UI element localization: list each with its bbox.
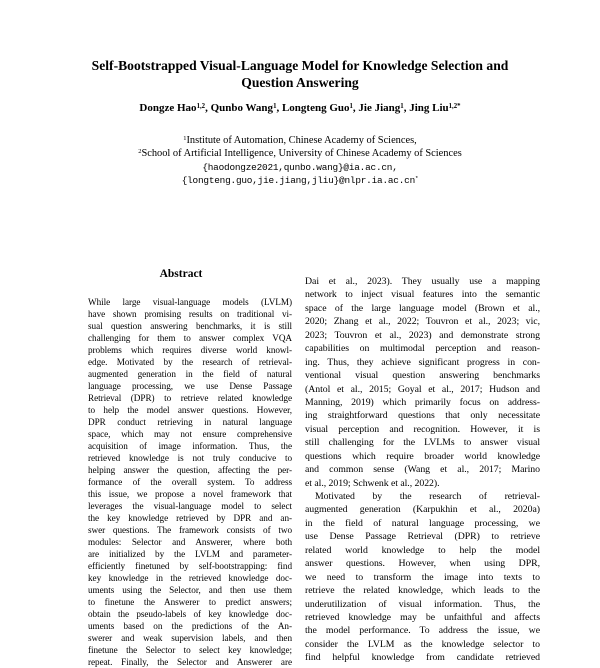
text-line: (Antol et al., 2015; Goyal et al., 2017; Hudson and (305, 383, 540, 395)
text-line: While large visual-language models (LVLM) (88, 297, 292, 307)
text-line: augmented generation (Karpukhin et al., 2020a) (305, 504, 540, 516)
author-separator: , (403, 102, 410, 114)
abstract-heading: Abstract (159, 268, 203, 280)
text-line: augmented generation in the field of natural (88, 369, 292, 379)
text-line: edge. Motivated by the research of retrieval- (88, 357, 292, 367)
author-emails (0, 162, 600, 187)
left-column (72, 268, 290, 668)
affiliation-text: School of Artificial Intelligence, University of Chinese Academy of Sciences (141, 148, 462, 159)
text-line: 2023; Touvron et al., 2023) and demonstrate strong (305, 329, 540, 341)
text-line: acquisition of image information. Thus, the (88, 441, 292, 451)
text-line: Motivated by the research of retrieval- (315, 491, 540, 502)
text-line: have shown promising results on traditional vi- (88, 309, 292, 319)
author-superscript: 1,2 (196, 102, 206, 110)
text-line: et al., 2019; Schwenk et al., 2022). (305, 477, 440, 489)
text-line: in the field of natural language processing, we (305, 517, 540, 529)
author-superscript: 1 (400, 102, 404, 110)
affiliation-text: Institute of Automation, Chinese Academy of Sciences, (186, 135, 417, 146)
title-line-2: Question Answering (241, 74, 359, 90)
text-line: the model performance. To address the issue, we (305, 625, 540, 637)
author-name: Dongze Hao (139, 102, 197, 114)
email-line (0, 162, 600, 175)
text-line: consider the LVLM as the knowledge selector to (305, 638, 540, 650)
text-line: ing. Thus, they achieve significant progress in con- (305, 356, 540, 368)
email-text: {longteng.guo,jie.jiang,jliu}@nlpr.ia.ac.cn (181, 174, 416, 186)
text-line: space, which may not ensure comprehensive (88, 429, 292, 439)
text-line: key knowledge in the retrieved knowledge doc- (88, 573, 292, 583)
text-line: still challenging for the LVLMs to answer visual (305, 437, 540, 449)
text-line: modules: Selector and Answerer, where both (88, 537, 292, 547)
text-line: ventional visual question answering benchmarks (305, 370, 540, 382)
text-line: retrieved knowledge may be unfaithful and affects (305, 611, 540, 623)
author-list (0, 102, 600, 115)
text-line: formance of the overall system. To address (88, 477, 292, 487)
author-name: Jing Liu (409, 102, 449, 114)
abstract-body (88, 296, 292, 668)
text-line: retrieved knowledge is not truly conducive to (88, 453, 292, 463)
author-separator: , (205, 102, 211, 114)
title-line-1: Self-Bootstrapped Visual-Language Model for Knowledge Selection and (91, 58, 509, 73)
author-name: Jie Jiang (358, 102, 401, 114)
author-superscript: 1 (349, 102, 353, 110)
text-line: visual perception and recognition. However, it is (305, 423, 540, 435)
author-superscript: 1 (273, 102, 277, 110)
text-line: and common sense (Wang et al., 2017; Marino (305, 464, 540, 476)
text-line: swerer and weak supervision labels, and then (88, 633, 292, 643)
author-name: Longteng Guo (281, 102, 350, 114)
text-line: questions which require broader world knowledge (305, 450, 540, 462)
footnote-asterisk: * (415, 174, 419, 182)
text-line: Retrieval (DPR) to retrieve related knowledge (88, 393, 292, 403)
text-line: find helpful knowledge from candidate retrieved (305, 652, 540, 664)
text-line: we need to transform the image into texts to (305, 571, 540, 583)
email-text: {haodongze2021,qunbo.wang}@ia.ac.cn, (202, 162, 398, 173)
text-line: obtain the pseudo-labels of key knowledge doc- (88, 609, 292, 619)
text-line: to finetune the Answerer to predict answers; (88, 597, 292, 607)
paper-title (30, 58, 570, 91)
text-line: swer questions. The framework consists of two (88, 525, 292, 535)
text-line: efficiently finetuned by self-bootstrapping: find (88, 561, 292, 571)
text-line: to help the model answer questions. However, (88, 405, 292, 415)
text-line: retrieve the related knowledge, which leads to the (305, 585, 540, 597)
text-line: this issue, we propose a novel framework that (88, 489, 292, 499)
text-line: 2020; Zhang et al., 2022; Touvron et al., 2023; vic, (305, 316, 540, 328)
author-name: Qunbo Wang (210, 102, 274, 114)
text-line: capabilities on multimodal perception and reason- (305, 343, 540, 355)
text-line: helping answer the question, affecting the per- (88, 465, 292, 475)
text-line: repeat. Finally, the Selector and Answerer are (88, 657, 292, 667)
text-line: DPR conduct retrieving in natural language (88, 417, 292, 427)
affiliation-superscript: 1 (183, 135, 187, 143)
text-line: network to inject visual features into the semantic (305, 289, 540, 301)
author-separator: , (352, 102, 359, 114)
text-line: language processing, we use Dense Passage (88, 381, 292, 391)
author-superscript: 1,2* (448, 102, 461, 110)
text-line: are initialized by the LVLM and parameter- (88, 549, 292, 559)
text-line: finetune the Selector to select key knowledge; (88, 645, 292, 655)
right-column (305, 268, 540, 668)
email-line (0, 175, 600, 188)
paper-page (0, 58, 600, 667)
text-line: the key knowledge retrieved by DPR and an- (88, 513, 292, 523)
text-line: space of the large language model (Brown et al., (305, 302, 540, 314)
affiliation-list (0, 134, 600, 160)
affiliation-line (0, 134, 600, 147)
two-column-body (72, 268, 540, 668)
text-line: ing straightforward questions that only necessitate (305, 410, 540, 422)
text-line: use Dense Passage Retrieval (DPR) to retrieve (305, 531, 540, 543)
text-line: sual question answering benchmarks, it is still (88, 321, 292, 331)
author-separator: , (276, 102, 282, 114)
affiliation-superscript: 2 (138, 148, 142, 156)
text-line: Manning, 2019) which primarily focus on address- (305, 396, 540, 408)
text-line: related world knowledge to help the model (305, 544, 540, 556)
text-line: answer questions. However, when using DPR, (305, 558, 540, 570)
text-line: leverages the visual-language model to select (88, 501, 292, 511)
text-line: underutilization of visual information. Thus, the (305, 598, 540, 610)
text-line: challenging for them to answer complex VQA (88, 333, 292, 343)
text-line: Dai et al., 2023). They usually use a mapping (305, 276, 540, 287)
text-line: uments using the Selector, and then use them (88, 585, 292, 595)
text-line: uments based on the predictions of the An- (88, 621, 292, 631)
affiliation-line (0, 147, 600, 160)
text-line: problems which requires diverse world knowl- (88, 345, 292, 355)
